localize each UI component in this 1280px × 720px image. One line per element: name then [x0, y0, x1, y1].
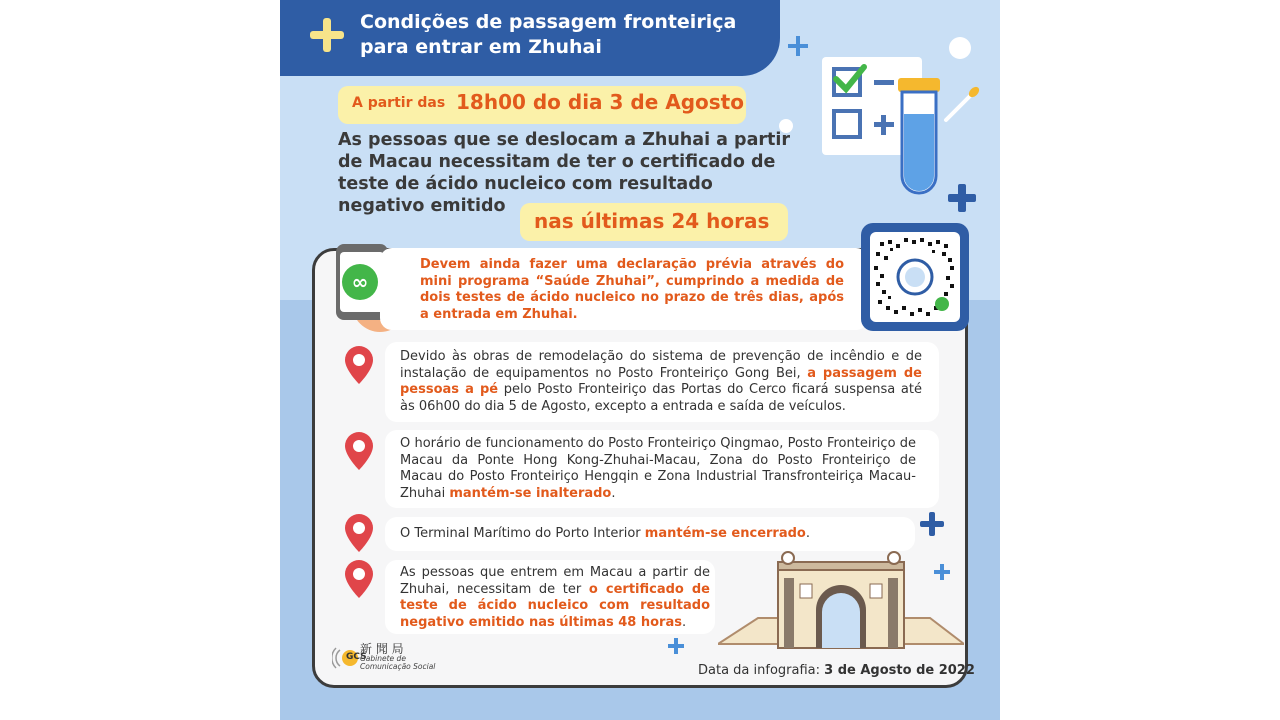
date-prefix: A partir das	[352, 95, 446, 111]
hours-text: nas últimas 24 horas	[534, 209, 770, 233]
date-main: 18h00 do dia 3 de Agosto	[456, 90, 744, 114]
main-text-line-4: negativo emitido	[338, 196, 506, 216]
item-text-3: O Terminal Marítimo do Porto Interior mantém-se encerrado.	[400, 526, 810, 541]
gcs-logo	[332, 640, 472, 676]
location-pin-icon	[344, 560, 374, 600]
declaration-text: Devem ainda fazer uma declaração prévia através do mini programa “Saúde Zhuhai”, cumprindo a medida de dois testes de ácido nucleico no prazo de três dias, após a entrada em Zhuhai.	[420, 257, 844, 322]
plus-icon	[788, 36, 808, 56]
plus-icon	[920, 512, 944, 536]
date-banner	[338, 86, 746, 124]
main-text-line-1: As pessoas que se deslocam a Zhuhai a partir	[338, 130, 791, 150]
gcs-subtitle: Gabinete de Comunicação Social	[360, 654, 436, 671]
gcs-mark: GCS	[346, 652, 367, 662]
plus-icon	[948, 184, 976, 212]
plus-icon	[934, 564, 950, 580]
location-pin-icon	[344, 514, 374, 554]
qr-code[interactable]	[870, 232, 960, 322]
mini-program-icon: ∞	[342, 264, 378, 300]
test-tube-icon	[896, 78, 942, 196]
item-highlight: mantém-se inalterado	[449, 485, 612, 501]
hours-pill	[520, 203, 788, 241]
location-pin-icon	[344, 346, 374, 386]
circle-decoration	[948, 36, 972, 60]
gcs-chinese: 新 聞 局	[360, 642, 404, 656]
main-text-line-2: de Macau necessitam de ter o certificado de	[338, 152, 776, 172]
qr-pattern	[870, 232, 960, 322]
main-text-line-3: teste de ácido nucleico com resultado	[338, 174, 713, 194]
item-text-1: Devido às obras de remodelação do sistema de prevenção de incêndio e de instalação de equipamentos no Posto Fronteiriço Gong Bei, a passagem de pessoas a pé pelo Posto Fronteiriço das Portas do Cerco ficará suspensa até às 06h00 do dia 5 de Agosto, excepto a entrada e saída de veículos.	[400, 349, 922, 414]
infographic-date: Data da infografia: 3 de Agosto de 2022	[698, 663, 975, 678]
plus-icon	[310, 18, 344, 52]
item-text-4: As pessoas que entrem em Macau a partir de Zhuhai, necessitam de ter o certificado de teste de ácido nucleico com resultado negativo emitido nas últimas 48 horas.	[400, 565, 711, 630]
item-highlight: a passagem de pessoas a pé	[400, 365, 922, 397]
title-line-1: Condições de passagem fronteiriça	[360, 11, 737, 33]
title-banner	[280, 0, 780, 76]
border-gate-illustration	[718, 548, 964, 654]
location-pin-icon	[344, 432, 374, 472]
plus-icon	[668, 638, 684, 654]
title-line-2: para entrar em Zhuhai	[360, 36, 602, 58]
item-text-2: O horário de funcionamento do Posto Fronteiriço Qingmao, Posto Fronteiriço de Macau da Ponte Hong Kong-Zhuhai-Macau, Zona do Posto Fronteiriço de Macau do Posto Fronteiriço Hengqin e Zona Industrial Transfronteiriça Macau-Zhuhai mantém-se inalterado.	[400, 436, 916, 501]
swab-icon	[942, 84, 982, 124]
infographic-poster	[280, 0, 1000, 720]
item-highlight: mantém-se encerrado	[644, 526, 806, 541]
item-highlight: o certificado de teste de ácido nucleico com resultado negativo emitido nas últimas 48 horas	[400, 581, 711, 630]
page-title	[360, 10, 760, 60]
